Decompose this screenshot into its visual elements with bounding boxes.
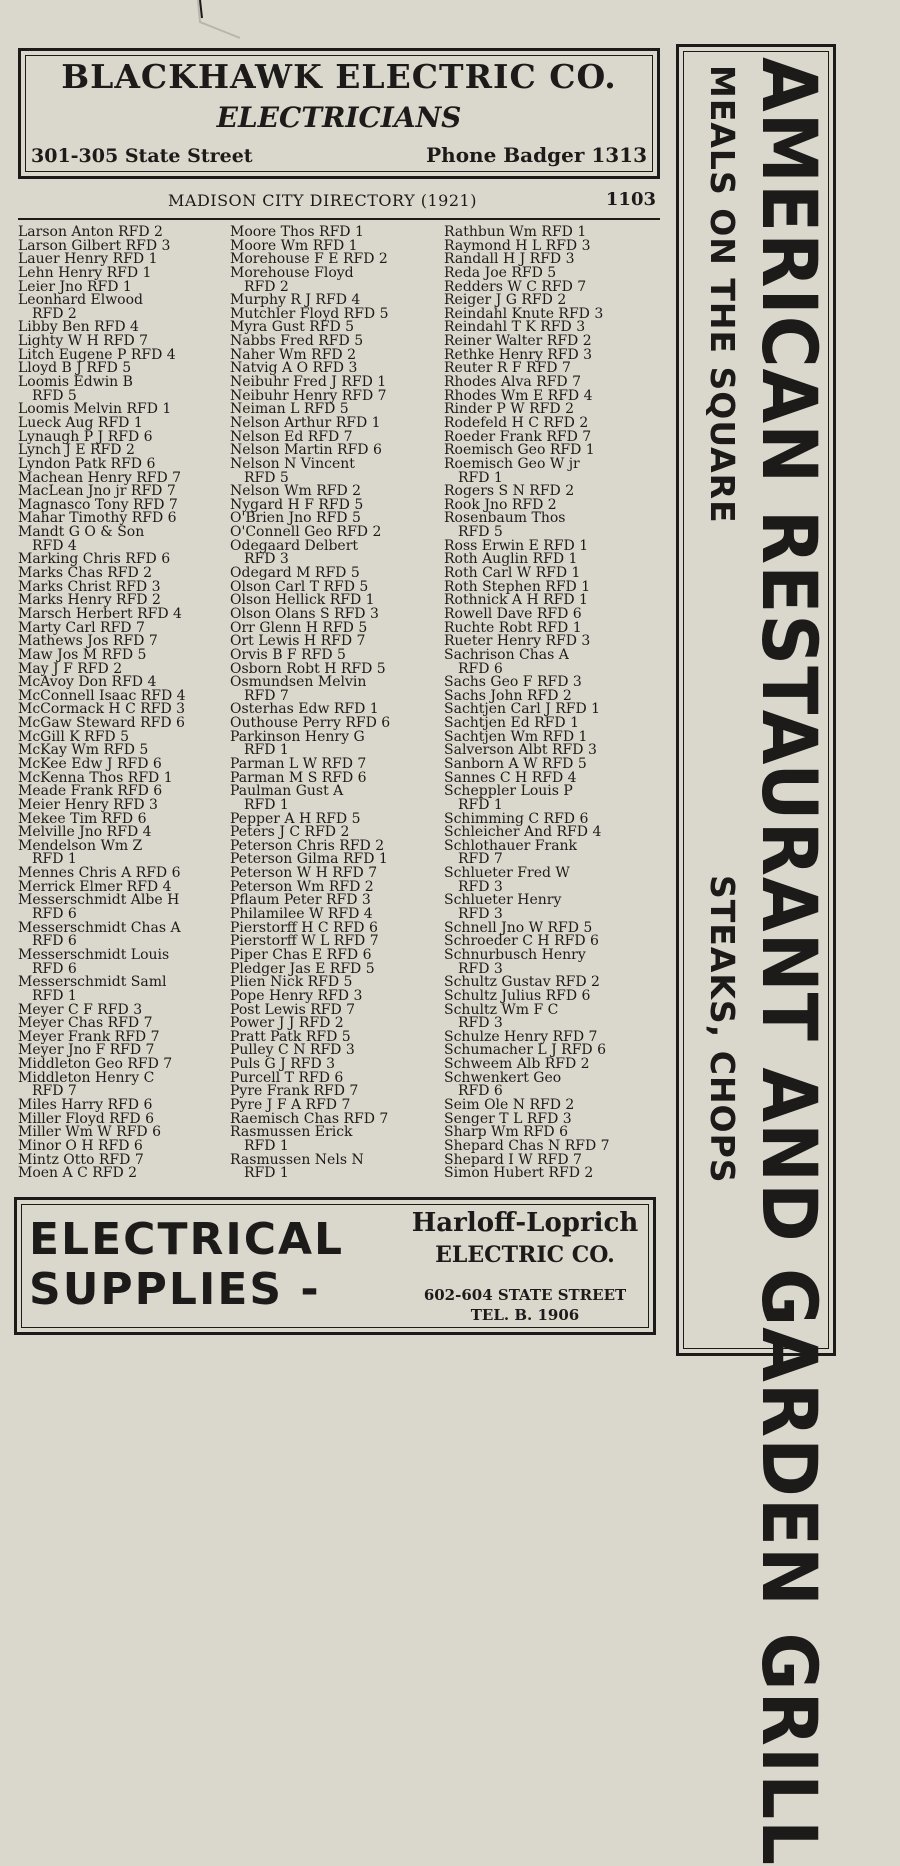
listing-entry: RFD 6 xyxy=(32,933,77,950)
listing-entry: Lueck Aug RFD 1 xyxy=(18,414,143,431)
listing-entry: RFD 7 xyxy=(244,687,289,704)
listing-entry: Larson Anton RFD 2 xyxy=(18,224,163,240)
listing-entry: RFD 5 xyxy=(244,469,289,486)
listing-entry: Schimming C RFD 6 xyxy=(444,810,589,827)
listing-entry: Rosenbaum Thos xyxy=(444,510,566,527)
listing-entry: RFD 1 xyxy=(32,987,77,1004)
listing-entry: Marks Chas RFD 2 xyxy=(18,565,153,582)
listing-entry: Merrick Elmer RFD 4 xyxy=(18,878,172,895)
listing-entry: Schwenkert Geo xyxy=(444,1069,562,1086)
listing-entry: Outhouse Perry RFD 6 xyxy=(230,715,391,732)
restaurant-slogan: MEALS ON THE SQUARE xyxy=(703,65,742,524)
listing-entry: RFD 2 xyxy=(32,305,77,322)
listing-entry: Seim Ole N RFD 2 xyxy=(444,1097,575,1113)
listing-entry: Schlothauer Frank xyxy=(444,837,578,854)
listing-entry: Mahar Timothy RFD 6 xyxy=(18,510,177,527)
listing-entry: Middleton Henry C xyxy=(18,1069,155,1086)
listing-entry: Nelson Martin RFD 6 xyxy=(230,442,382,459)
listing-entry: Marsch Herbert RFD 4 xyxy=(18,605,182,622)
listing-entry: Sannes C H RFD 4 xyxy=(444,769,577,786)
listing-entry: Pepper A H RFD 5 xyxy=(230,810,361,827)
listing-entry: Peterson Wm RFD 2 xyxy=(230,878,374,895)
listing-entry: Lynaugh P J RFD 6 xyxy=(18,428,153,445)
listing-entry: Lauer Henry RFD 1 xyxy=(18,251,158,268)
listing-entry: McGaw Steward RFD 6 xyxy=(18,715,185,732)
listing-entry: Rodefeld H C RFD 2 xyxy=(444,414,589,431)
ad-telephone: TEL. B. 1906 xyxy=(470,1306,580,1324)
listing-entry: McCormack H C RFD 3 xyxy=(18,701,186,718)
listing-entry: RFD 6 xyxy=(32,960,77,977)
listing-entry: RFD 6 xyxy=(32,906,77,923)
listing-entry: Schlueter Henry xyxy=(444,892,562,909)
listing-entry: Nelson Wm RFD 2 xyxy=(230,483,362,500)
listing-entry: Messerschmidt Chas A xyxy=(18,919,181,936)
torn-paper-mark xyxy=(190,0,250,40)
listing-entry: Rathbun Wm RFD 1 xyxy=(444,224,587,240)
listing-entry: McKee Edw J RFD 6 xyxy=(18,755,162,772)
listing-entry: Schnell Jno W RFD 5 xyxy=(444,919,593,936)
listing-entry: Olson Olans S RFD 3 xyxy=(230,605,379,622)
listing-entry: Morehouse Floyd xyxy=(230,264,354,281)
listing-entry: Sachtjen Wm RFD 1 xyxy=(444,728,588,745)
listing-entry: Libby Ben RFD 4 xyxy=(18,319,139,336)
listing-entry: McKenna Thos RFD 1 xyxy=(18,769,173,786)
listing-entry: Reiner Walter RFD 2 xyxy=(444,333,592,350)
listing-entry: RFD 1 xyxy=(458,796,503,813)
listing-entry: Miles Harry RFD 6 xyxy=(18,1097,153,1113)
listing-column-3 xyxy=(444,226,662,1181)
ad-company-sub: ELECTRIC CO. xyxy=(435,1242,615,1268)
listing-entry: Nygard H F RFD 5 xyxy=(230,496,364,513)
listing-entry: Peters J C RFD 2 xyxy=(230,824,350,841)
listing-entry: Sachs Geo F RFD 3 xyxy=(444,674,582,691)
listing-entry: Ort Lewis H RFD 7 xyxy=(230,633,366,650)
listing-entry: Meier Henry RFD 3 xyxy=(18,796,158,813)
listing-entry: Parman L W RFD 7 xyxy=(230,755,367,772)
listing-entry: Morehouse F E RFD 2 xyxy=(230,251,388,268)
listing-entry: Mandt G O & Son xyxy=(18,524,145,541)
ad-address: 301-305 State Street xyxy=(31,145,253,167)
listing-entry: Parkinson Henry G xyxy=(230,728,365,745)
listing-entry: Rook Jno RFD 2 xyxy=(444,496,557,513)
listing-entry: Parman M S RFD 6 xyxy=(230,769,367,786)
listing-entry: MacLean Jno jr RFD 7 xyxy=(18,483,176,500)
listing-entry: Peterson Chris RFD 2 xyxy=(230,837,385,854)
listing-entry: Rowell Dave RFD 6 xyxy=(444,605,582,622)
listing-entry: Scheppler Louis P xyxy=(444,783,573,800)
listing-entry: Meyer Jno F RFD 7 xyxy=(18,1042,155,1059)
listing-entry: Piper Chas E RFD 6 xyxy=(230,946,372,963)
listing-entry: Messerschmidt Albe H xyxy=(18,892,180,909)
listing-entry: Litch Eugene P RFD 4 xyxy=(18,346,176,363)
listing-entry: Reuter R F RFD 7 xyxy=(444,360,571,377)
listing-entry: Peterson W H RFD 7 xyxy=(230,865,378,882)
listing-entry: Rogers S N RFD 2 xyxy=(444,483,575,500)
listing-entry: Marking Chris RFD 6 xyxy=(18,551,171,568)
listing-entry: Power J J RFD 2 xyxy=(230,1015,344,1032)
listing-entry: Leonhard Elwood xyxy=(18,292,143,309)
listing-entry: Mendelson Wm Z xyxy=(18,837,143,854)
running-head xyxy=(18,188,660,214)
listing-entry: Roemisch Geo W jr xyxy=(444,455,580,472)
listing-entry: O'Brien Jno RFD 5 xyxy=(230,510,361,527)
listing-entry: May J F RFD 2 xyxy=(18,660,123,677)
listing-entry: Osterhas Edw RFD 1 xyxy=(230,701,379,718)
listing-entry: Lynch J E RFD 2 xyxy=(18,442,135,459)
listing-entry: Schleicher And RFD 4 xyxy=(444,824,602,841)
listing-entry: Rethke Henry RFD 3 xyxy=(444,346,593,363)
listing-entry: Salverson Albt RFD 3 xyxy=(444,742,597,759)
listing-entry: Pierstorff H C RFD 6 xyxy=(230,919,378,936)
listing-entry: RFD 1 xyxy=(244,742,289,759)
listing-entry: O'Connell Geo RFD 2 xyxy=(230,524,382,541)
directory-title: MADISON CITY DIRECTORY (1921) xyxy=(168,191,477,210)
listing-entry: Pulley C N RFD 3 xyxy=(230,1042,355,1059)
listing-entry: Rasmussen Erick xyxy=(230,1124,353,1141)
listing-entry: Rothnick A H RFD 1 xyxy=(444,592,588,609)
listing-entry: Middleton Geo RFD 7 xyxy=(18,1056,173,1073)
listing-entry: Schultz Julius RFD 6 xyxy=(444,987,591,1004)
listing-entry: Rhodes Wm E RFD 4 xyxy=(444,387,593,404)
listing-entry: Pyre Frank RFD 7 xyxy=(230,1083,359,1100)
ad-company-name: Harloff-Loprich xyxy=(411,1208,639,1238)
listing-entry: Naher Wm RFD 2 xyxy=(230,346,356,363)
listing-entry: Raemisch Chas RFD 7 xyxy=(230,1110,389,1127)
listing-entry: RFD 5 xyxy=(32,387,77,404)
listing-entry: Rasmussen Nels N xyxy=(230,1151,364,1168)
ad-tagline: ELECTRICIANS xyxy=(216,101,462,134)
listing-entry: Neibuhr Henry RFD 7 xyxy=(230,387,387,404)
listing-entry: Senger T L RFD 3 xyxy=(444,1110,572,1127)
listing-entry: Peterson Gilma RFD 1 xyxy=(230,851,388,868)
listing-entry: RFD 7 xyxy=(32,1083,77,1100)
listing-entry: McAvoy Don RFD 4 xyxy=(18,674,157,691)
listing-entry: RFD 7 xyxy=(458,851,503,868)
listing-entry: Odegaard Delbert xyxy=(230,537,359,554)
harloff-loprich-advertisement xyxy=(14,1197,656,1335)
listing-entry: Myra Gust RFD 5 xyxy=(230,319,355,336)
listing-entry: Orvis B F RFD 5 xyxy=(230,646,346,663)
listing-entry: Pyre J F A RFD 7 xyxy=(230,1097,351,1113)
ad-address: 602-604 STATE STREET xyxy=(423,1286,627,1304)
listing-entry: RFD 3 xyxy=(458,1015,503,1032)
listing-entry: McGill K RFD 5 xyxy=(18,728,129,745)
listing-entry: Marty Carl RFD 7 xyxy=(18,619,145,636)
listing-entry: Pflaum Peter RFD 3 xyxy=(230,892,371,909)
ad-company-name: BLACKHAWK ELECTRIC CO. xyxy=(61,57,617,96)
listing-entry: Schlueter Fred W xyxy=(444,865,570,882)
listing-entry: Schulze Henry RFD 7 xyxy=(444,1028,598,1045)
listing-entry: Larson Gilbert RFD 3 xyxy=(18,237,171,254)
listing-entry: Shepard I W RFD 7 xyxy=(444,1151,582,1168)
listing-entry: Osmundsen Melvin xyxy=(230,674,367,691)
listing-column-1 xyxy=(18,226,224,1181)
listing-entry: Murphy R J RFD 4 xyxy=(230,292,361,309)
listing-entry: Schnurbusch Henry xyxy=(444,946,586,963)
listing-entry: Reindahl T K RFD 3 xyxy=(444,319,586,336)
listing-entry: Natvig A O RFD 3 xyxy=(230,360,358,377)
listing-entry: McConnell Isaac RFD 4 xyxy=(18,687,186,704)
listing-entry: Plien Nick RFD 5 xyxy=(230,974,353,991)
listing-entry: Marks Henry RFD 2 xyxy=(18,592,161,609)
listing-entry: Marks Christ RFD 3 xyxy=(18,578,161,595)
listing-entry: Puls G J RFD 3 xyxy=(230,1056,336,1073)
blackhawk-electric-advertisement xyxy=(18,48,660,179)
listing-entry: RFD 4 xyxy=(32,537,77,554)
listing-entry: RFD 3 xyxy=(458,960,503,977)
listing-entry: Roeder Frank RFD 7 xyxy=(444,428,592,445)
listing-entry: Post Lewis RFD 7 xyxy=(230,1001,356,1018)
listing-entry: RFD 1 xyxy=(244,796,289,813)
listing-entry: Messerschmidt Saml xyxy=(18,974,167,991)
listing-entry: Meyer Frank RFD 7 xyxy=(18,1028,160,1045)
listing-entry: Roth Auglin RFD 1 xyxy=(444,551,578,568)
listing-entry: Nelson N Vincent xyxy=(230,455,355,472)
listing-entry: Lyndon Patk RFD 6 xyxy=(18,455,156,472)
listing-entry: RFD 1 xyxy=(32,851,77,868)
listing-entry: Schultz Gustav RFD 2 xyxy=(444,974,600,991)
listing-entry: RFD 1 xyxy=(244,1165,289,1182)
listing-entry: Mathews Jos RFD 7 xyxy=(18,633,158,650)
page-number: 1103 xyxy=(605,189,656,210)
listing-entry: Sanborn A W RFD 5 xyxy=(444,755,587,772)
listing-entry: Neibuhr Fred J RFD 1 xyxy=(230,374,387,391)
ad-phone: Phone Badger 1313 xyxy=(426,143,647,167)
listing-entry: Moore Thos RFD 1 xyxy=(230,224,364,240)
listing-entry: Paulman Gust A xyxy=(230,783,344,800)
listing-entry: Roemisch Geo RFD 1 xyxy=(444,442,595,459)
listing-entry: Machean Henry RFD 7 xyxy=(18,469,182,486)
listing-entry: Meyer C F RFD 3 xyxy=(18,1001,143,1018)
listing-entry: Olson Carl T RFD 5 xyxy=(230,578,369,595)
listing-entry: RFD 3 xyxy=(244,551,289,568)
listing-entry: Rueter Henry RFD 3 xyxy=(444,633,591,650)
listing-entry: Pierstorff W L RFD 7 xyxy=(230,933,379,950)
listing-entry: RFD 3 xyxy=(458,878,503,895)
listing-entry: Nelson Arthur RFD 1 xyxy=(230,414,381,431)
listing-entry: Magnasco Tony RFD 7 xyxy=(18,496,178,513)
listing-entry: Moen A C RFD 2 xyxy=(18,1165,138,1182)
listing-entry: Mintz Otto RFD 7 xyxy=(18,1151,144,1168)
listing-entry: Pledger Jas E RFD 5 xyxy=(230,960,375,977)
listing-entry: Purcell T RFD 6 xyxy=(230,1069,344,1086)
listing-entry: Pope Henry RFD 3 xyxy=(230,987,363,1004)
listing-entry: Schweem Alb RFD 2 xyxy=(444,1056,590,1073)
listing-entry: Reda Joe RFD 5 xyxy=(444,264,557,281)
listing-entry: Loomis Melvin RFD 1 xyxy=(18,401,172,418)
listing-entry: Meyer Chas RFD 7 xyxy=(18,1015,153,1032)
listing-entry: Sachtjen Carl J RFD 1 xyxy=(444,701,601,718)
listing-entry: Randall H J RFD 3 xyxy=(444,251,575,268)
listing-entry: Minor O H RFD 6 xyxy=(18,1137,143,1154)
american-restaurant-advertisement xyxy=(676,44,836,1866)
listing-entry: Miller Wm W RFD 6 xyxy=(18,1124,161,1141)
listing-entry: Olson Hellick RFD 1 xyxy=(230,592,375,609)
listing-entry: Sharp Wm RFD 6 xyxy=(444,1124,569,1141)
listing-entry: RFD 3 xyxy=(458,906,503,923)
listing-entry: Loomis Edwin B xyxy=(18,374,133,391)
listing-entry: Sachtjen Ed RFD 1 xyxy=(444,715,579,732)
listing-entry: RFD 2 xyxy=(244,278,289,295)
listing-entry: McKay Wm RFD 5 xyxy=(18,742,149,759)
listing-entry: RFD 1 xyxy=(458,469,503,486)
listing-entry: Sachrison Chas A xyxy=(444,646,569,663)
listing-entry: Leier Jno RFD 1 xyxy=(18,278,132,295)
listing-entry: Rinder P W RFD 2 xyxy=(444,401,574,418)
header-rule xyxy=(18,218,660,220)
listing-entry: Mutchler Floyd RFD 5 xyxy=(230,305,389,322)
listing-entry: Roth Stephen RFD 1 xyxy=(444,578,591,595)
listing-entry: Miller Floyd RFD 6 xyxy=(18,1110,154,1127)
listing-entry: RFD 1 xyxy=(244,1137,289,1154)
restaurant-name: AMERICAN RESTAURANT AND GARDEN GRILL xyxy=(745,57,834,1866)
listing-entry: Pratt Patk RFD 5 xyxy=(230,1028,351,1045)
listing-entry: Ruchte Robt RFD 1 xyxy=(444,619,582,636)
listing-entry: Orr Glenn H RFD 5 xyxy=(230,619,368,636)
listing-entry: Lehn Henry RFD 1 xyxy=(18,264,152,281)
listing-entry: Mekee Tim RFD 6 xyxy=(18,810,147,827)
listing-entry: RFD 5 xyxy=(458,524,503,541)
listing-entry: Nabbs Fred RFD 5 xyxy=(230,333,364,350)
listing-entry: Reiger J G RFD 2 xyxy=(444,292,567,309)
listing-entry: Meade Frank RFD 6 xyxy=(18,783,163,800)
listing-entry: Lighty W H RFD 7 xyxy=(18,333,149,350)
listing-entry: Nelson Ed RFD 7 xyxy=(230,428,353,445)
listing-entry: Schroeder C H RFD 6 xyxy=(444,933,599,950)
listing-entry: RFD 6 xyxy=(458,1083,503,1100)
listing-entry: Raymond H L RFD 3 xyxy=(444,237,591,254)
listing-entry: RFD 6 xyxy=(458,660,503,677)
listing-entry: Simon Hubert RFD 2 xyxy=(444,1165,594,1182)
ad-headline-1: ELECTRICAL xyxy=(29,1214,345,1265)
listing-entry: Maw Jos M RFD 5 xyxy=(18,646,147,663)
listing-entry: Redders W C RFD 7 xyxy=(444,278,587,295)
listing-entry: Shepard Chas N RFD 7 xyxy=(444,1137,610,1154)
listing-entry: Philamilee W RFD 4 xyxy=(230,906,373,923)
listing-column-2 xyxy=(230,226,438,1181)
listing-entry: Mennes Chris A RFD 6 xyxy=(18,865,181,882)
listing-entry: Messerschmidt Louis xyxy=(18,946,170,963)
listing-entry: Odegard M RFD 5 xyxy=(230,565,360,582)
listing-entry: Neiman L RFD 5 xyxy=(230,401,349,418)
listing-entry: Melville Jno RFD 4 xyxy=(18,824,152,841)
listing-entry: Rhodes Alva RFD 7 xyxy=(444,374,581,391)
listing-entry: Sachs John RFD 2 xyxy=(444,687,572,704)
listing-entry: Reindahl Knute RFD 3 xyxy=(444,305,604,322)
listing-entry: Schultz Wm F C xyxy=(444,1001,559,1018)
listing-entry: Osborn Robt H RFD 5 xyxy=(230,660,386,677)
listing-entry: Ross Erwin E RFD 1 xyxy=(444,537,589,554)
listing-entry: Moore Wm RFD 1 xyxy=(230,237,358,254)
listing-entry: Lloyd B J RFD 5 xyxy=(18,360,132,377)
listing-entry: Schumacher L J RFD 6 xyxy=(444,1042,607,1059)
ad-headline-2: SUPPLIES - xyxy=(29,1264,321,1315)
restaurant-menu-note: STEAKS, CHOPS xyxy=(703,875,742,1184)
listing-entry: Roth Carl W RFD 1 xyxy=(444,565,581,582)
